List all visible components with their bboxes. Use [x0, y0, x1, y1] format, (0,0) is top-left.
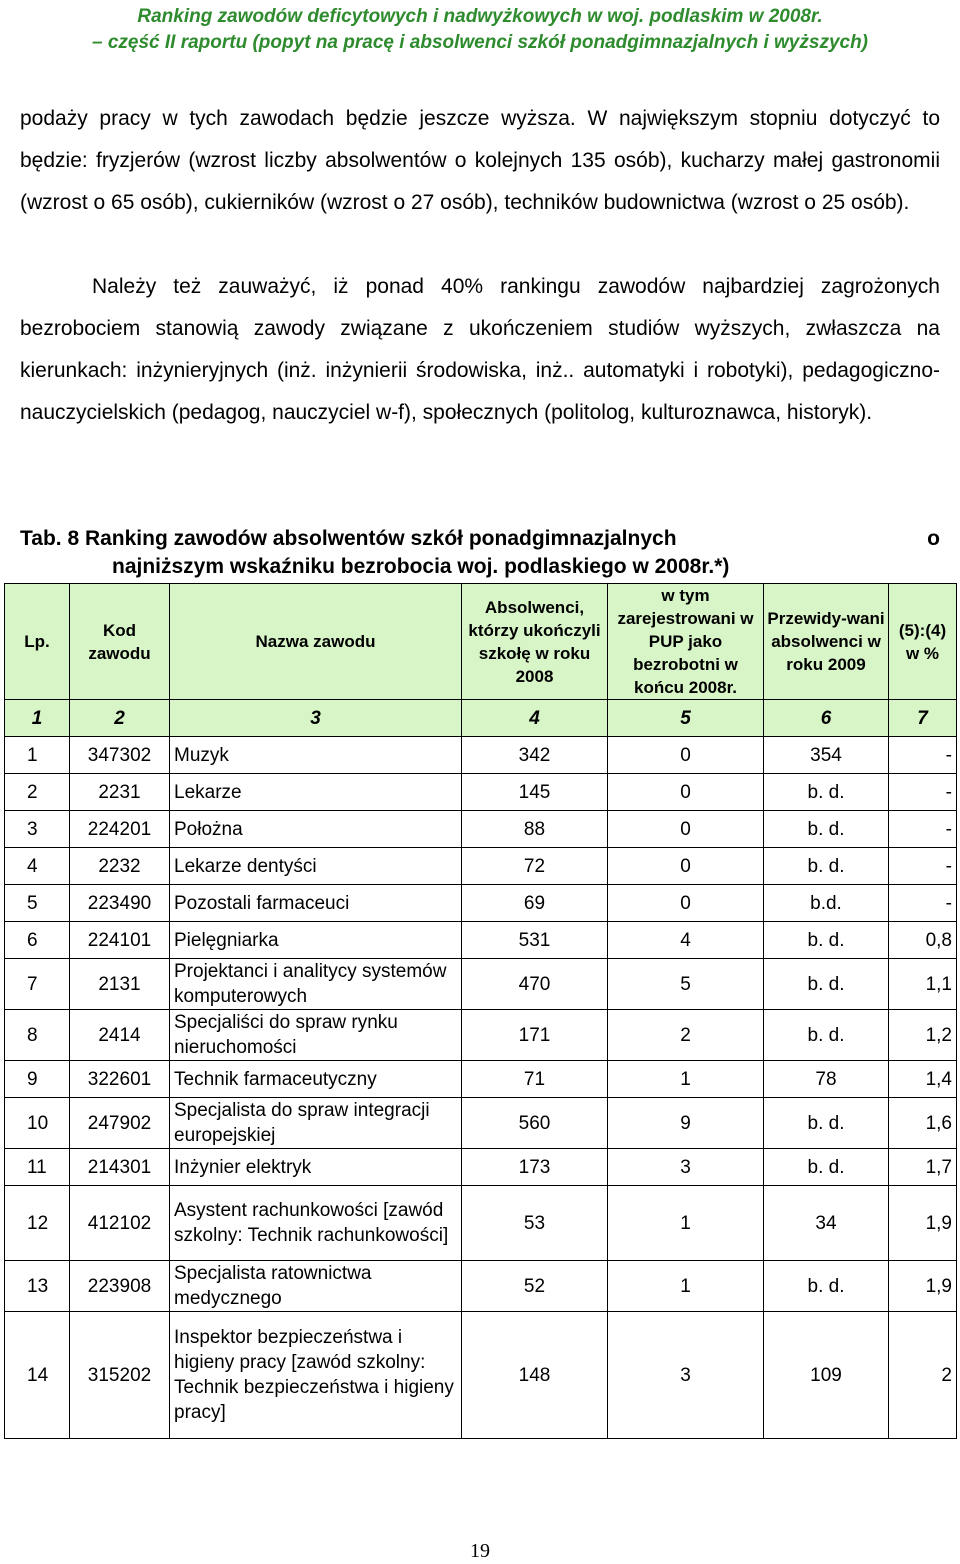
- cell-lp: 14: [5, 1312, 70, 1439]
- cell-nazwa: Lekarze: [170, 774, 462, 811]
- table-row: [5, 1186, 957, 1261]
- header-kod: Kod zawodu: [70, 584, 170, 700]
- cell-przewidywani: b. d.: [764, 922, 889, 959]
- cell-wskaznik: 1,4: [889, 1061, 957, 1098]
- colnum: 5: [608, 700, 764, 737]
- paragraph-1: podaży pracy w tych zawodach będzie jeszcze wyższa. W największym stopniu dotyczyć to będzie: fryzjerów (wzrost liczby absolwentów o kolejnych 135 osób), kucharzy małej gastronomii (wzrost o 65 osób), cukierników (wzrost o 27 osób), techników budownictwa (wzrost o 25 osób).: [20, 107, 940, 214]
- cell-zarejestrowani: 0: [608, 811, 764, 848]
- table-row: [5, 1261, 957, 1312]
- colnum: 7: [889, 700, 957, 737]
- cell-wskaznik: 1,6: [889, 1098, 957, 1149]
- ranking-table: [4, 583, 957, 1439]
- table-row: [5, 922, 957, 959]
- header-nazwa: Nazwa zawodu: [170, 584, 462, 700]
- header-lp: Lp.: [5, 584, 70, 700]
- cell-nazwa: Specjalista ratownictwa medycznego: [170, 1261, 462, 1312]
- cell-kod: 2414: [70, 1010, 170, 1061]
- cell-zarejestrowani: 4: [608, 922, 764, 959]
- cell-absolwenci: 171: [462, 1010, 608, 1061]
- cell-przewidywani: 34: [764, 1186, 889, 1261]
- table-row: [5, 737, 957, 774]
- cell-kod: 412102: [70, 1186, 170, 1261]
- cell-nazwa: Inżynier elektryk: [170, 1149, 462, 1186]
- cell-zarejestrowani: 0: [608, 737, 764, 774]
- cell-przewidywani: 354: [764, 737, 889, 774]
- cell-nazwa: Muzyk: [170, 737, 462, 774]
- colnum: 3: [170, 700, 462, 737]
- cell-kod: 224201: [70, 811, 170, 848]
- colnum: 2: [70, 700, 170, 737]
- cell-lp: 1: [5, 737, 70, 774]
- cell-lp: 10: [5, 1098, 70, 1149]
- cell-kod: 322601: [70, 1061, 170, 1098]
- cell-lp: 4: [5, 848, 70, 885]
- cell-absolwenci: 145: [462, 774, 608, 811]
- cell-absolwenci: 69: [462, 885, 608, 922]
- header-zarejestrowani: w tym zarejestrowani w PUP jako bezrobotni w końcu 2008r.: [608, 584, 764, 700]
- cell-wskaznik: 1,2: [889, 1010, 957, 1061]
- cell-wskaznik: 0,8: [889, 922, 957, 959]
- cell-przewidywani: b. d.: [764, 1149, 889, 1186]
- cell-absolwenci: 560: [462, 1098, 608, 1149]
- cell-zarejestrowani: 0: [608, 774, 764, 811]
- table-row: [5, 1098, 957, 1149]
- cell-zarejestrowani: 0: [608, 885, 764, 922]
- cell-przewidywani: b. d.: [764, 959, 889, 1010]
- colnum: 6: [764, 700, 889, 737]
- colnum: 1: [5, 700, 70, 737]
- cell-kod: 315202: [70, 1312, 170, 1439]
- table-header-row: [5, 584, 957, 700]
- cell-nazwa: Asystent rachunkowości [zawód szkolny: Technik rachunkowości]: [170, 1186, 462, 1261]
- cell-wskaznik: 1,9: [889, 1186, 957, 1261]
- table-row: [5, 811, 957, 848]
- table-row: [5, 848, 957, 885]
- cell-wskaznik: -: [889, 737, 957, 774]
- cell-nazwa: Projektanci i analitycy systemów komputerowych: [170, 959, 462, 1010]
- cell-przewidywani: b.d.: [764, 885, 889, 922]
- cell-wskaznik: 1,9: [889, 1261, 957, 1312]
- cell-zarejestrowani: 3: [608, 1312, 764, 1439]
- cell-wskaznik: -: [889, 811, 957, 848]
- cell-nazwa: Specjaliści do spraw rynku nieruchomości: [170, 1010, 462, 1061]
- cell-absolwenci: 71: [462, 1061, 608, 1098]
- table-row: [5, 1061, 957, 1098]
- cell-przewidywani: b. d.: [764, 1098, 889, 1149]
- table-row: [5, 885, 957, 922]
- cell-kod: 2231: [70, 774, 170, 811]
- cell-lp: 11: [5, 1149, 70, 1186]
- cell-zarejestrowani: 1: [608, 1261, 764, 1312]
- cell-lp: 2: [5, 774, 70, 811]
- cell-przewidywani: b. d.: [764, 848, 889, 885]
- cell-absolwenci: 52: [462, 1261, 608, 1312]
- cell-absolwenci: 531: [462, 922, 608, 959]
- cell-kod: 247902: [70, 1098, 170, 1149]
- cell-nazwa: Pielęgniarka: [170, 922, 462, 959]
- cell-wskaznik: 2: [889, 1312, 957, 1439]
- cell-nazwa: Lekarze dentyści: [170, 848, 462, 885]
- cell-lp: 7: [5, 959, 70, 1010]
- header-line-1: Ranking zawodów deficytowych i nadwyżkowych w woj. podlaskim w 2008r.: [137, 6, 823, 27]
- cell-lp: 5: [5, 885, 70, 922]
- cell-nazwa: Położna: [170, 811, 462, 848]
- cell-przewidywani: 78: [764, 1061, 889, 1098]
- cell-wskaznik: -: [889, 885, 957, 922]
- cell-zarejestrowani: 1: [608, 1061, 764, 1098]
- table-row: [5, 774, 957, 811]
- cell-kod: 2232: [70, 848, 170, 885]
- table-caption-end: o: [927, 527, 940, 550]
- cell-kod: 214301: [70, 1149, 170, 1186]
- cell-zarejestrowani: 5: [608, 959, 764, 1010]
- cell-nazwa: Inspektor bezpieczeństwa i higieny pracy [zawód szkolny: Technik bezpieczeństwa i higieny pracy]: [170, 1312, 462, 1439]
- table-caption-line-2: najniższym wskaźniku bezrobocia woj. podlaskiego w 2008r.*): [112, 555, 730, 578]
- cell-wskaznik: 1,1: [889, 959, 957, 1010]
- table-caption: [20, 524, 940, 582]
- cell-kod: 223908: [70, 1261, 170, 1312]
- header-wskaznik: (5):(4) w %: [889, 584, 957, 700]
- cell-lp: 12: [5, 1186, 70, 1261]
- cell-lp: 6: [5, 922, 70, 959]
- cell-lp: 3: [5, 811, 70, 848]
- cell-wskaznik: -: [889, 774, 957, 811]
- table-caption-label: Tab. 8 Ranking zawodów absolwentów szkół ponadgimnazjalnych: [20, 527, 677, 550]
- cell-nazwa: Pozostali farmaceuci: [170, 885, 462, 922]
- cell-kod: 224101: [70, 922, 170, 959]
- cell-lp: 13: [5, 1261, 70, 1312]
- cell-absolwenci: 72: [462, 848, 608, 885]
- cell-zarejestrowani: 2: [608, 1010, 764, 1061]
- cell-przewidywani: 109: [764, 1312, 889, 1439]
- table-row: [5, 959, 957, 1010]
- cell-nazwa: Technik farmaceutyczny: [170, 1061, 462, 1098]
- cell-absolwenci: 342: [462, 737, 608, 774]
- cell-przewidywani: b. d.: [764, 811, 889, 848]
- cell-zarejestrowani: 3: [608, 1149, 764, 1186]
- table-row: [5, 1149, 957, 1186]
- cell-absolwenci: 53: [462, 1186, 608, 1261]
- cell-nazwa: Specjalista do spraw integracji europejskiej: [170, 1098, 462, 1149]
- document-header: [0, 4, 960, 56]
- column-number-row: [5, 700, 957, 737]
- cell-absolwenci: 173: [462, 1149, 608, 1186]
- cell-absolwenci: 148: [462, 1312, 608, 1439]
- colnum: 4: [462, 700, 608, 737]
- header-line-2: – część II raportu (popyt na pracę i absolwenci szkół ponadgimnazjalnych i wyższych): [91, 32, 869, 53]
- table-row: [5, 1312, 957, 1439]
- table-row: [5, 1010, 957, 1061]
- cell-przewidywani: b. d.: [764, 1010, 889, 1061]
- cell-absolwenci: 470: [462, 959, 608, 1010]
- cell-wskaznik: -: [889, 848, 957, 885]
- header-absolwenci: Absolwenci, którzy ukończyli szkołę w roku 2008: [462, 584, 608, 700]
- cell-wskaznik: 1,7: [889, 1149, 957, 1186]
- cell-zarejestrowani: 1: [608, 1186, 764, 1261]
- paragraph-2: Należy też zauważyć, iż ponad 40% rankingu zawodów najbardziej zagrożonych bezrobociem stanowią zawody związane z ukończeniem studiów wyższych, zwłaszcza na kierunkach: inżynieryjnych (inż. inżynierii środowiska, inż.. automatyki i robotyki), pedagogiczno-nauczycielskich (pedagog, nauczyciel w-f), społecznych (politolog, kulturoznawca, historyk).: [20, 275, 940, 424]
- cell-kod: 347302: [70, 737, 170, 774]
- cell-przewidywani: b. d.: [764, 1261, 889, 1312]
- cell-kod: 2131: [70, 959, 170, 1010]
- cell-lp: 8: [5, 1010, 70, 1061]
- cell-przewidywani: b. d.: [764, 774, 889, 811]
- cell-zarejestrowani: 0: [608, 848, 764, 885]
- cell-zarejestrowani: 9: [608, 1098, 764, 1149]
- page-number: 19: [470, 1540, 490, 1562]
- cell-kod: 223490: [70, 885, 170, 922]
- cell-absolwenci: 88: [462, 811, 608, 848]
- cell-lp: 9: [5, 1061, 70, 1098]
- header-przewidywani: Przewidy-wani absolwenci w roku 2009: [764, 584, 889, 700]
